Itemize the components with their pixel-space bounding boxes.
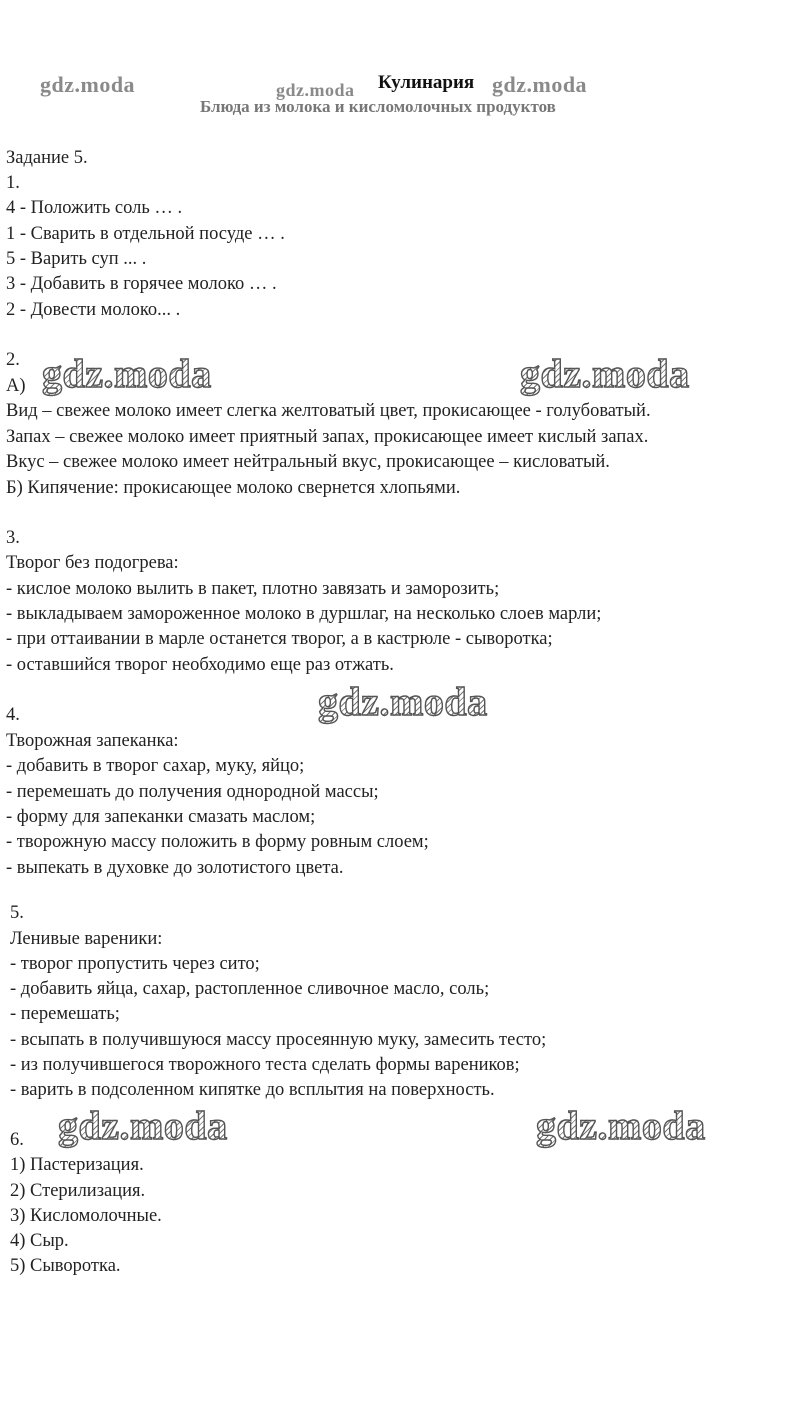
list-item: - добавить в творог сахар, муку, яйцо; <box>6 756 305 776</box>
section-2-a-label: А) <box>6 376 26 396</box>
section-5-number: 5. <box>10 903 24 923</box>
list-item: - варить в подсоленном кипятке до всплытия на поверхность. <box>10 1080 495 1100</box>
watermark: gdz.moda <box>520 351 690 396</box>
list-item: - кислое молоко вылить в пакет, плотно завязать и заморозить; <box>6 579 500 599</box>
list-item: - форму для запеканки смазать маслом; <box>6 807 316 827</box>
list-item: 4 - Положить соль … . <box>6 198 183 218</box>
watermark: gdz.moda <box>536 1103 706 1148</box>
watermark: gdz.moda <box>276 80 355 100</box>
list-item: 2) Стерилизация. <box>10 1181 146 1201</box>
list-item: - оставшийся творог необходимо еще раз отжать. <box>6 655 394 675</box>
watermark: gdz.moda <box>42 351 212 396</box>
list-item: - добавить яйца, сахар, растопленное сливочное масло, соль; <box>10 979 490 999</box>
section-5-title: Ленивые вареники: <box>10 929 163 949</box>
section-6-number: 6. <box>10 1130 24 1150</box>
watermark: gdz.moda <box>492 72 588 97</box>
list-item: 2 - Довести молоко... . <box>6 300 181 320</box>
section-4-title: Творожная запеканка: <box>6 731 179 751</box>
section-1-number: 1. <box>6 173 20 193</box>
list-item: 3) Кисломолочные. <box>10 1206 162 1226</box>
watermark: gdz.moda <box>58 1103 228 1148</box>
list-item: 4) Сыр. <box>10 1231 69 1251</box>
list-item: - перемешать; <box>10 1004 120 1024</box>
section-4-number: 4. <box>6 705 20 725</box>
section-3-number: 3. <box>6 528 20 548</box>
text-line: Б) Кипячение: прокисающее молоко свернется хлопьями. <box>6 478 461 498</box>
text-line: Вкус – свежее молоко имеет нейтральный вкус, прокисающее – кисловатый. <box>6 452 610 472</box>
text-line: Вид – свежее молоко имеет слегка желтоватый цвет, прокисающее - голубоватый. <box>6 401 651 421</box>
section-3-title: Творог без подогрева: <box>6 553 179 573</box>
watermark: gdz.moda <box>40 72 136 97</box>
list-item: - из получившегося творожного теста сделать формы вареников; <box>10 1055 520 1075</box>
list-item: - творог пропустить через сито; <box>10 954 260 974</box>
list-item: - перемешать до получения однородной массы; <box>6 782 379 802</box>
list-item: 5) Сыворотка. <box>10 1256 121 1276</box>
watermark: gdz.moda <box>318 679 488 724</box>
list-item: - выкладываем замороженное молоко в дуршлаг, на несколько слоев марли; <box>6 604 602 624</box>
page-subtitle: Блюда из молока и кисломолочных продуктов <box>200 97 556 116</box>
list-item: - выпекать в духовке до золотистого цвета. <box>6 858 344 878</box>
text-line: Запах – свежее молоко имеет приятный запах, прокисающее имеет кислый запах. <box>6 427 649 447</box>
list-item: - творожную массу положить в форму ровным слоем; <box>6 832 429 852</box>
list-item: 5 - Варить суп ... . <box>6 249 147 269</box>
list-item: 1) Пастеризация. <box>10 1155 144 1175</box>
list-item: - при оттаивании в марле останется творог, а в кастрюле - сыворотка; <box>6 629 553 649</box>
list-item: 3 - Добавить в горячее молоко … . <box>6 274 277 294</box>
section-2-number: 2. <box>6 350 20 370</box>
list-item: - всыпать в получившуюся массу просеянную муку, замесить тесто; <box>10 1030 547 1050</box>
task-label: Задание 5. <box>6 148 88 168</box>
list-item: 1 - Сварить в отдельной посуде … . <box>6 224 285 244</box>
page-title: Кулинария <box>378 72 475 93</box>
